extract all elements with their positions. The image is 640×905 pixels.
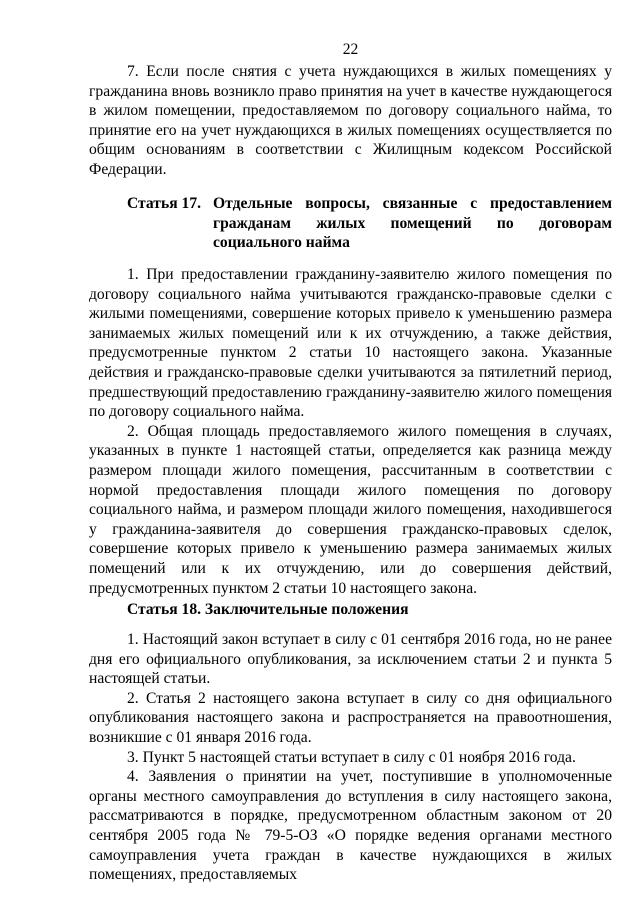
article-18-paragraph-1: 1. Настоящий закон вступает в силу с 01 сентября 2016 года, но не ранее дня его официального опубликования, за исключением статьи 2 и пункта 5 настоящей статьи. (89, 631, 612, 688)
article-17-body (89, 265, 612, 598)
article-18-paragraph-4: 4. Заявления о принятии на учет, поступившие в уполномоченные органы местного самоуправления до вступления в силу настоящего закона, рассматриваются в порядке, предусмотренном областным законом от 20 сентября 2005 года № 79-5-ОЗ «О порядке ведения органами местного самоуправления учета граждан в качестве нуждающихся в жилых помещениях, предоставляемых (89, 768, 612, 884)
paragraph-item-7: 7. Если после снятия с учета нуждающихся в жилых помещениях у гражданина вновь возникло право принятия на учет в качестве нуждающегося в жилом помещении, предоставляемом по договору социального найма, то принятие его на учет нуждающихся в жилых помещениях осуществляется по общим основаниям в соответствии с Жилищным кодексом Российской Федерации. (89, 63, 612, 178)
article-18-heading: Статья 18. Заключительные положения (127, 601, 409, 618)
article-18-paragraph-3: 3. Пункт 5 настоящей статьи вступает в силу с 01 ноября 2016 года. (127, 748, 576, 766)
article-17-heading (89, 194, 612, 253)
article-17-paragraph-1: 1. При предоставлении гражданину-заявителю жилого помещения по договору социального найма учитываются гражданско-правовые сделки с жилыми помещениями, совершение которых привело к уменьшению размера занимаемых жилых помещений или к их отчуждению, а также действия, предусмотренные пунктом 2 статьи 10 настоящего закона. Указанные действия и гражданско-правовые сделки учитываются за пятилетний период, предшествующий предоставлению гражданину-заявителю жилого помещения по договору социального найма. (89, 266, 612, 421)
article-17-title: Отдельные вопросы, связанные с предоставлением гражданам жилых помещений по договорам социального найма (213, 195, 612, 252)
article-17-number: Статья 17. (127, 195, 202, 212)
article-18-paragraph-2: 2. Статья 2 настоящего закона вступает в силу со дня официального опубликования настоящего закона и распространяется на правоотношения, возникшие с 01 января 2016 года. (89, 689, 612, 746)
article-17-paragraph-2: 2. Общая площадь предоставляемого жилого помещения в случаях, указанных в пункте 1 настоящей статьи, определяется как разница между размером площади жилого помещения, рассчитанным в соответствии с нормой предоставления площади жилого помещения по договору социального найма, и размером площади жилого помещения, находившегося у гражданина-заявителя до совершения гражданско-правовых сделок, совершение которых привело к уменьшению размера занимаемых жилых помещений или к их отчуждению, или до совершения действий, предусмотренных пунктом 2 статьи 10 настоящего закона. (89, 422, 612, 597)
page-number: 22 (342, 41, 359, 58)
article-18-body (89, 630, 612, 885)
